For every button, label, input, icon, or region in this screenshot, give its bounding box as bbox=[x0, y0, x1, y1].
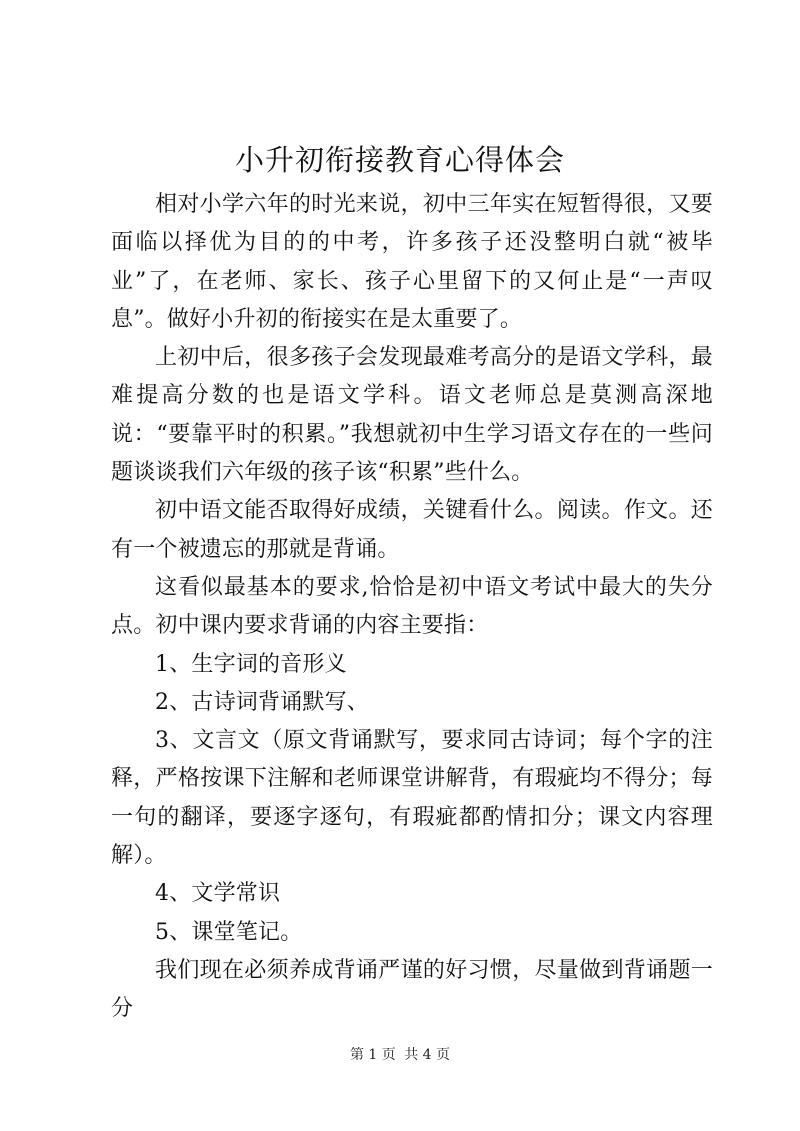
paragraph: 初中语文能否取得好成绩，关键看什么。阅读。作文。还有一个被遗忘的那就是背诵。 bbox=[111, 498, 713, 562]
list-item: 1、生字词的音形义 bbox=[155, 651, 347, 677]
page-total: 共 4 页 bbox=[404, 1047, 451, 1063]
document-title: 小升初衔接教育心得体会 bbox=[234, 143, 565, 177]
paragraph: 我们现在必须养成背诵严谨的好习惯，尽量做到背诵题一分 bbox=[111, 957, 713, 1022]
list-item: 5、课堂笔记。 bbox=[155, 919, 303, 945]
paragraph: 这看似最基本的要求,恰恰是初中语文考试中最大的失分点。初中课内要求背诵的内容主要指： bbox=[111, 574, 713, 639]
paragraph: 相对小学六年的时光来说，初中三年实在短暂得很，又要面临以择优为目的的中考，许多孩子还没整明白就“被毕业”了，在老师、家长、孩子心里留下的又何止是“一声叹息”。做好小升初的衔接实在是太重要了。 bbox=[111, 192, 713, 332]
page-number: 第 1 页 bbox=[349, 1047, 396, 1063]
list-item: 2、古诗词背诵默写、 bbox=[155, 689, 369, 715]
paragraph: 上初中后，很多孩子会发现最难考高分的是语文学科，最难提高分数的也是语文学科。语文老师总是莫测高深地说：“要靠平时的积累。”我想就初中生学习语文存在的一些问题谈谈我们六年级的孩子该“积累”些什么。 bbox=[111, 345, 713, 486]
document-body bbox=[111, 186, 713, 1029]
list-item: 3、文言文（原文背诵默写，要求同古诗词；每个字的注释，严格按课下注解和老师课堂讲解背，有瑕疵均不得分；每一句的翻译，要逐字逐句，有瑕疵都酌情扣分；课文内容理解）。 bbox=[111, 728, 713, 869]
list-item: 4、文学常识 bbox=[155, 881, 281, 907]
page-footer bbox=[0, 1045, 800, 1065]
